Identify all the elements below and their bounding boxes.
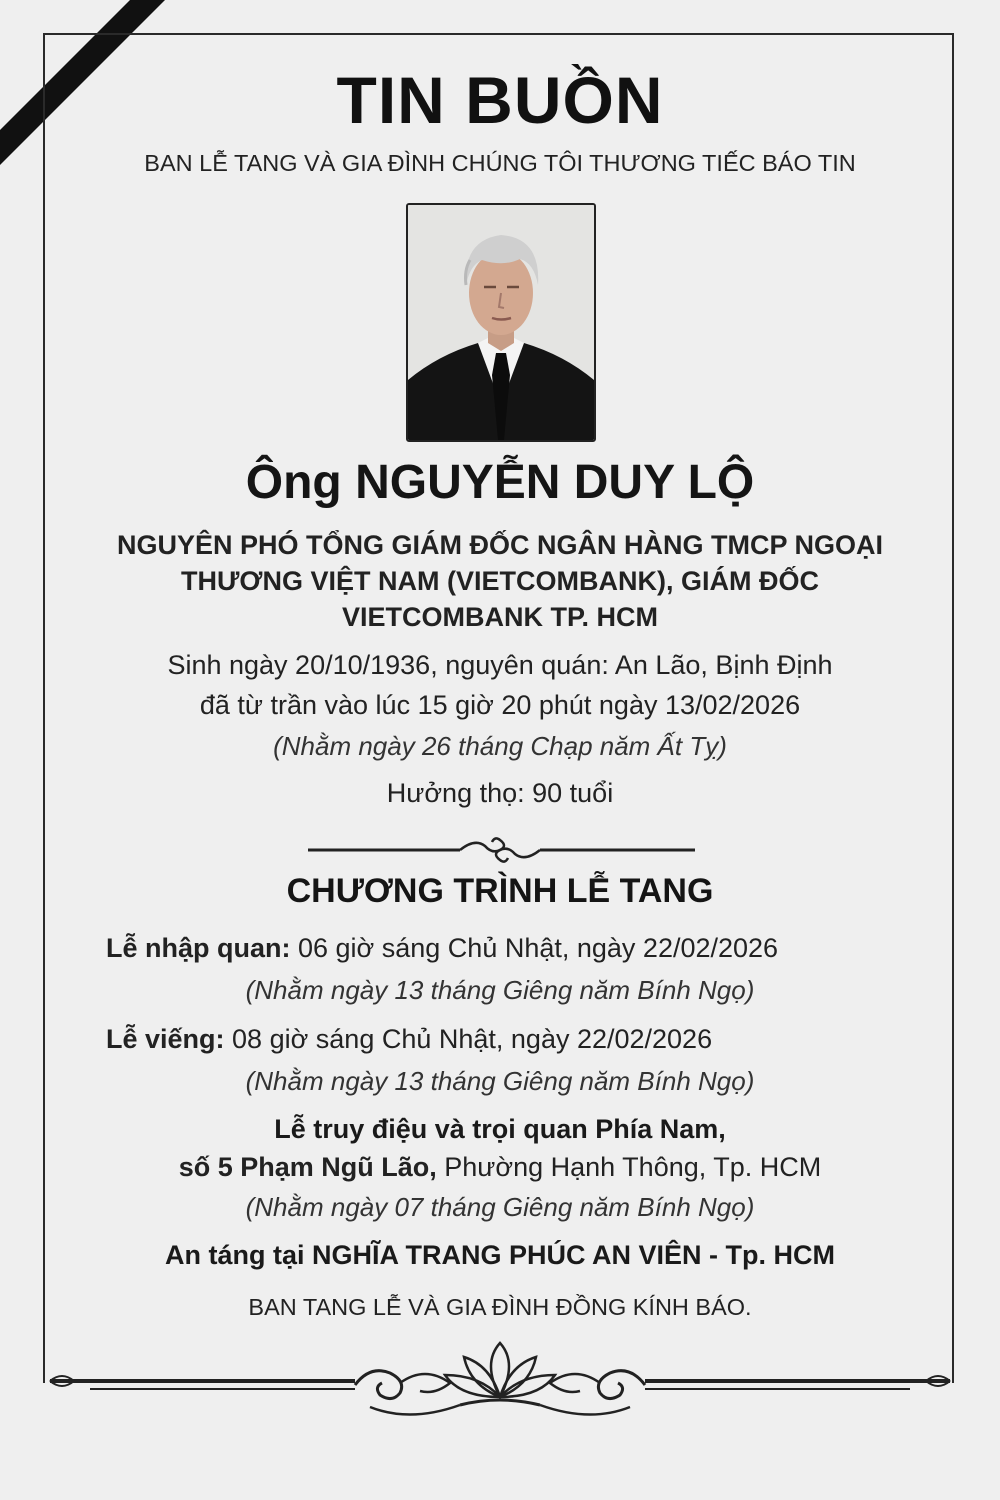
deceased-position (40, 527, 960, 635)
position-line-2: THƯƠNG VIỆT NAM (VIETCOMBANK), GIÁM ĐỐC (181, 566, 819, 596)
visiting-time: 08 giờ sáng Chủ Nhật, ngày 22/02/2026 (224, 1024, 713, 1054)
encoffining-lunar: (Nhằm ngày 13 tháng Giêng năm Bính Ngọ) (245, 975, 755, 1005)
program-heading: CHƯƠNG TRÌNH LỄ TANG (286, 872, 714, 910)
visiting-lunar: (Nhằm ngày 13 tháng Giêng năm Bính Ngọ) (245, 1066, 755, 1096)
memorial-line: Lễ truy điệu và trọi quan Phía Nam, (274, 1114, 726, 1144)
position-line-3: VIETCOMBANK TP. HCM (341, 602, 658, 632)
visiting-line (106, 1024, 712, 1055)
burial-info: An táng tại NGHĨA TRANG PHÚC AN VIÊN - Tp. HCM (165, 1240, 835, 1270)
memorial-lunar: (Nhằm ngày 07 tháng Giêng năm Bính Ngọ) (245, 1192, 755, 1222)
deceased-name: Ông NGUYỄN DUY LỘ (245, 456, 755, 509)
encoffining-label: Lễ nhập quan: (106, 933, 291, 963)
birth-info: Sinh ngày 20/10/1936, nguyên quán: An Lão, Bịnh Định (167, 650, 833, 680)
flourish-divider-icon (300, 832, 700, 873)
visiting-label: Lễ viếng: (106, 1024, 225, 1054)
announcement-subtitle: BAN LỄ TANG VÀ GIA ĐÌNH CHÚNG TÔI THƯƠNG TIẾC BÁO TIN (144, 150, 856, 176)
page-title: TIN BUỒN (336, 63, 664, 137)
encoffining-time: 06 giờ sáng Chủ Nhật, ngày 22/02/2026 (290, 933, 779, 963)
lotus-ornament-icon (40, 1335, 960, 1430)
lunar-passing-date: (Nhằm ngày 26 tháng Chạp năm Ất Tỵ) (273, 731, 727, 761)
passing-info: đã từ trần vào lúc 15 giờ 20 phút ngày 13/02/2026 (199, 690, 801, 720)
portrait-photo (406, 203, 596, 442)
encoffining-line (106, 933, 778, 964)
address-ward: Phường Hạnh Thông, Tp. HCM (436, 1152, 822, 1182)
age-info: Hưởng thọ: 90 tuổi (386, 778, 614, 808)
position-line-1: NGUYÊN PHÓ TỔNG GIÁM ĐỐC NGÂN HÀNG TMCP NGOẠI (116, 530, 884, 560)
address-line (0, 1152, 1000, 1183)
address-street: số 5 Phạm Ngũ Lão, (178, 1152, 437, 1182)
closing-line: BAN TANG LỄ VÀ GIA ĐÌNH ĐỒNG KÍNH BÁO. (248, 1294, 752, 1320)
